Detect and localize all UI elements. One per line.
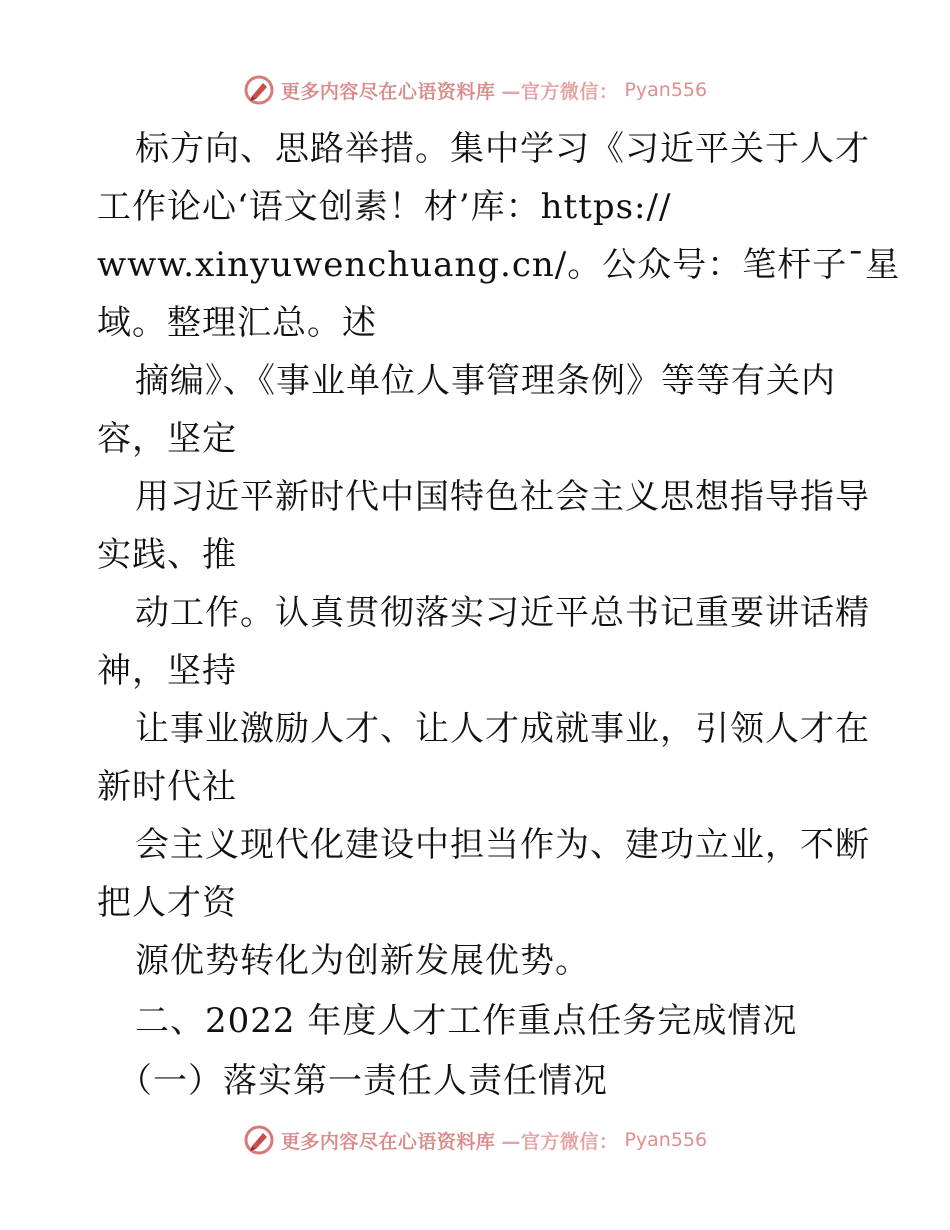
text-line: 工作论心‘语文创素！材’库：https:// (97, 187, 672, 227)
section-heading: 二、2022 年度人才工作重点任务完成情况 (135, 1001, 798, 1041)
watermark-main-text: 更多内容尽在心语资料库 (280, 1130, 496, 1153)
text-line: 神，坚持 (97, 651, 237, 691)
text-line: www.xinyuwenchuang.cn/。公众号：笔杆子¯星 (97, 245, 901, 285)
text-line: 域。整理汇总。述 (97, 303, 377, 343)
watermark-sub-text: —官方微信： (501, 80, 619, 103)
text-line: 容，坚定 (97, 419, 237, 459)
text-line: 会主义现代化建设中担当作为、建功立业，不断 (135, 825, 870, 865)
watermark-sub-text: —官方微信： (501, 1130, 619, 1153)
text-line: 新时代社 (97, 767, 237, 807)
text-line: 摘编》、《事业单位人事管理条例》等等有关内 (135, 361, 836, 401)
text-line: 把人才资 (97, 883, 237, 923)
pen-logo-icon (243, 1124, 275, 1156)
text-line: 用习近平新时代中国特色社会主义思想指导指导 (135, 477, 870, 517)
pen-logo-icon (243, 74, 275, 106)
watermark-handle: Pyan556 (624, 79, 708, 101)
text-line: 动工作。认真贯彻落实习近平总书记重要讲话精 (135, 593, 870, 633)
text-line: 实践、推 (97, 535, 237, 575)
watermark-main-text: 更多内容尽在心语资料库 (280, 80, 496, 103)
text-line: 源优势转化为创新发展优势。 (135, 941, 590, 981)
footer-watermark (0, 1120, 950, 1160)
text-line: 让事业激励人才、让人才成就事业，引领人才在 (135, 709, 870, 749)
text-line: 标方向、思路举措。集中学习《习近平关于人才 (135, 129, 870, 169)
watermark-handle: Pyan556 (624, 1129, 708, 1151)
subsection-heading: （一）落实第一责任人责任情况 (118, 1061, 608, 1101)
header-watermark (0, 70, 950, 110)
